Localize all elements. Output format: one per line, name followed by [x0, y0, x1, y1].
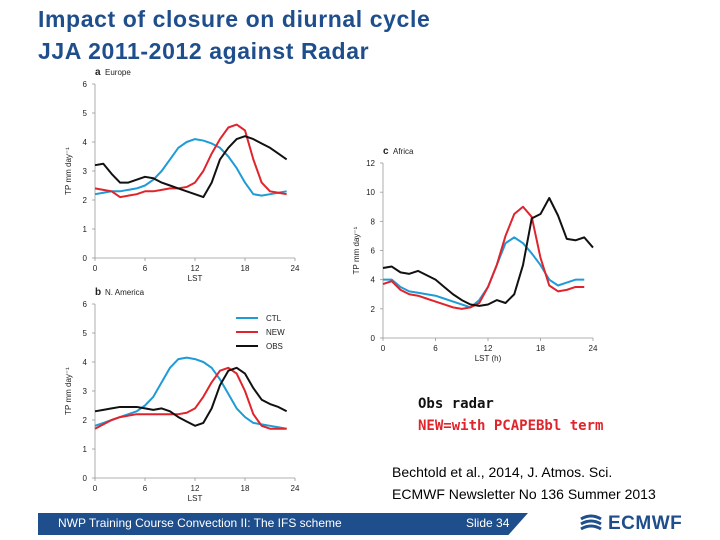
ecmwf-logo	[578, 512, 682, 536]
axis-lines	[95, 304, 295, 478]
legend-label-new: NEW	[266, 328, 285, 337]
panel-letter: b	[95, 287, 102, 298]
panel-title: Europe	[105, 68, 131, 77]
y-tick-label: 0	[82, 254, 87, 263]
x-tick-label: 12	[483, 344, 493, 353]
y-axis-label: TP mm day⁻¹	[64, 147, 73, 195]
series-line-new	[95, 125, 287, 198]
slide-footer	[0, 508, 720, 540]
x-tick-label: 12	[190, 264, 200, 273]
y-tick-label: 5	[82, 329, 87, 338]
legend-label-obs: OBS	[266, 342, 283, 351]
y-tick-label: 4	[82, 358, 87, 367]
x-tick-label: 24	[290, 264, 300, 273]
y-tick-label: 12	[366, 159, 375, 168]
chart-panel-c	[352, 146, 598, 363]
series-line-new	[383, 207, 584, 309]
x-tick-label: 0	[92, 484, 98, 493]
series-line-new	[95, 368, 287, 429]
y-tick-label: 5	[82, 109, 87, 118]
y-tick-label: 0	[82, 474, 87, 483]
y-tick-label: 1	[82, 225, 87, 234]
y-tick-label: 0	[370, 334, 375, 343]
chart-panel-b	[64, 287, 300, 503]
annotation-new-definition: NEW=with PCAPEBbl term	[418, 418, 604, 434]
y-tick-label: 6	[82, 80, 87, 89]
x-tick-label: 6	[142, 484, 148, 493]
x-axis-label: LST (h)	[474, 354, 502, 363]
y-tick-label: 6	[370, 246, 375, 256]
x-tick-label: 24	[290, 484, 300, 493]
axis-lines	[383, 163, 593, 338]
chart-panel-a	[64, 67, 300, 283]
y-tick-label: 1	[82, 445, 87, 454]
x-tick-label: 12	[190, 484, 200, 493]
y-tick-label: 3	[82, 167, 87, 176]
x-tick-label: 18	[240, 264, 250, 273]
y-tick-label: 4	[370, 275, 375, 285]
y-tick-label: 3	[82, 387, 87, 396]
x-axis-label: LST	[187, 274, 203, 283]
y-tick-label: 8	[370, 217, 375, 227]
slide-subtitle: JJA 2011-2012 against Radar	[38, 38, 370, 64]
x-tick-label: 6	[433, 344, 438, 353]
y-axis-label: TP mm day⁻¹	[64, 367, 73, 415]
x-tick-label: 6	[142, 264, 148, 273]
y-tick-label: 2	[370, 304, 375, 314]
reference-newsletter: ECMWF Newsletter No 136 Summer 2013	[392, 486, 656, 502]
y-tick-label: 4	[82, 138, 87, 147]
series-line-obs	[95, 136, 287, 197]
reference-journal: Bechtold et al., 2014, J. Atmos. Sci.	[392, 464, 613, 480]
panel-letter: a	[95, 67, 101, 78]
ecmwf-logo-text: ECMWF	[608, 513, 683, 534]
annotation-obs-radar: Obs radar	[418, 396, 494, 412]
series-line-ctl	[95, 139, 287, 196]
y-axis-label: TP mm day⁻¹	[352, 226, 361, 275]
series-line-obs	[383, 198, 593, 306]
y-tick-label: 2	[82, 416, 87, 425]
panel-title: Africa	[393, 147, 414, 156]
slide-title: Impact of closure on diurnal cycle	[38, 6, 431, 32]
axis-lines	[95, 84, 295, 258]
x-tick-label: 18	[240, 484, 250, 493]
ecmwf-swirl-icon	[578, 513, 604, 535]
panel-letter: c	[383, 146, 389, 157]
x-tick-label: 18	[536, 344, 545, 353]
legend-label-ctl: CTL	[266, 314, 282, 323]
x-tick-label: 24	[588, 344, 598, 353]
panel-title: N. America	[105, 288, 145, 297]
footer-slide-number: Slide 34	[466, 516, 510, 530]
y-tick-label: 2	[82, 196, 87, 205]
x-tick-label: 0	[380, 344, 386, 353]
footer-course-title: NWP Training Course Convection II: The IFS scheme	[58, 516, 342, 530]
y-tick-label: 6	[82, 300, 87, 309]
y-tick-label: 10	[366, 188, 375, 198]
x-tick-label: 0	[92, 264, 98, 273]
x-axis-label: LST	[187, 494, 203, 503]
